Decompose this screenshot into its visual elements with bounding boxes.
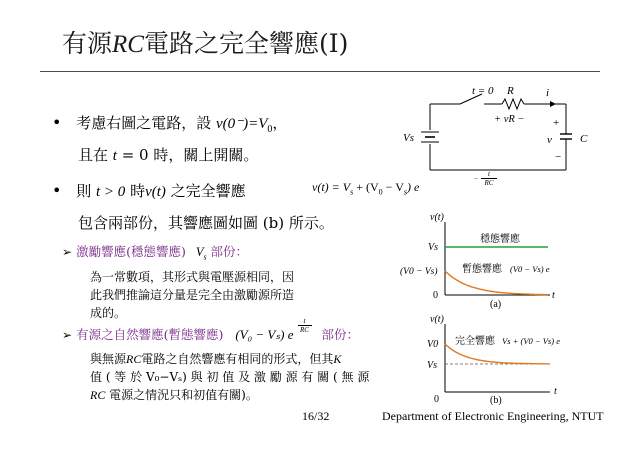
slide-title (62, 24, 348, 60)
title-rule (40, 71, 600, 72)
rc-circuit-diagram (400, 82, 600, 177)
sub-2-l1-b: 電路之自然響應有相同的形式，但其 (141, 352, 334, 366)
sub-2-body-line-3 (90, 386, 410, 404)
graph-b-vs-tick: Vs (427, 360, 437, 371)
cap-minus: − (555, 151, 562, 163)
graph-b-xlabel: t (554, 386, 557, 397)
graph-a-vs-tick: Vs (428, 242, 438, 253)
bullet-1-text-b: ， (272, 114, 288, 132)
sub-1-heading: 激勵響應(穩態響應) (76, 244, 186, 259)
sub-2-exp-denominator: RC (298, 325, 312, 334)
sub-2-body (90, 350, 410, 404)
sub-2-l1-rc: RC (126, 352, 142, 366)
sub-1-body-line: 成的。 (90, 306, 127, 320)
bullet-2-text-a: 則 (76, 182, 96, 200)
sub-1-symbol-sub: s (203, 252, 207, 262)
graph-a-transient-label: 暫態響應 (462, 264, 502, 275)
exp-sign: − (474, 175, 478, 183)
bullet-2-text-b: 時 (125, 182, 146, 200)
sub-2-l1-a: 與無源 (90, 352, 127, 366)
sub-2-l3-rc: RC (90, 388, 106, 402)
bullet-2-vt: v(t) (145, 184, 166, 200)
sub-2-tail: 部份： (321, 327, 359, 342)
bullet-1-line2-b: = 0 時，關上開關。 (116, 146, 259, 164)
bullet-1-condition-sub: 0 (267, 124, 273, 135)
graph-a-xlabel: t (552, 290, 555, 301)
title-suffix: 電路之完全響應(I) (143, 29, 349, 58)
graph-b-ylabel: v(t) (430, 314, 444, 325)
graph-b-v0-tick: V0 (427, 339, 439, 350)
title-rc: RC (112, 31, 144, 58)
sub-1-tail: 部份： (206, 244, 249, 259)
bullet-1 (52, 112, 287, 135)
graph-a-caption: (a) (490, 299, 502, 310)
department-footer: Department of Electronic Engineering, NTUT (382, 409, 604, 423)
sub-bullet-1 (62, 242, 248, 262)
cap-plus: + (553, 117, 560, 129)
cap-voltage-label: v (547, 134, 552, 146)
graph-a-origin: 0 (433, 290, 438, 301)
capacitor-label: C (580, 133, 588, 145)
graph-a-steady-label: 穩態響應 (480, 234, 520, 245)
sub-2-heading: 有源之自然響應(暫態響應) (76, 327, 224, 342)
bullet-2 (52, 180, 246, 201)
exp-numerator: t (488, 170, 490, 178)
graph-b-complete-label: 完全響應 (455, 336, 495, 347)
bullet-2-t-condition: t > 0 (96, 184, 126, 200)
bullet-1-line-2 (78, 144, 258, 165)
graph-b-complete-formula: Vs + (V0 − Vs) e (502, 336, 560, 346)
graph-a-v0vs-tick: (V0 − Vs) (400, 267, 438, 277)
current-arrow-icon (550, 101, 556, 107)
sub-1-body-line: 為一常數項，其形式與電壓源相同，因 (90, 270, 295, 284)
switch-label: t = 0 (472, 85, 494, 97)
sub-2-l1-k: K (333, 352, 342, 366)
bullet-2-text-c: 之完全響應 (165, 182, 246, 200)
current-label: i (546, 87, 550, 99)
arrow-bullet-icon: ➢ (62, 245, 73, 259)
resistor-icon (502, 99, 524, 109)
graph-a (390, 210, 590, 310)
formula-minus: − V (382, 180, 404, 194)
title-prefix: 有源 (62, 29, 113, 58)
graph-a-ylabel: v(t) (430, 212, 444, 223)
exp-denominator: RC (481, 178, 497, 187)
source-label: Vs (403, 132, 414, 144)
sub-2-body-line-2: 值 ( 等 於 V₀−Vₛ) 與 初 值 及 激 勵 源 有 關 ( 無 源 (90, 370, 370, 384)
bullet-1-line2-a: 且在 (78, 146, 113, 164)
sub-1-body-line: 此我們推論這分量是完全由激勵源所造 (90, 288, 295, 302)
formula-mid: + (V (353, 180, 379, 194)
resistor-label: R (507, 85, 514, 97)
sub-1-symbol: V (195, 245, 204, 259)
formula-close: ) e (407, 180, 420, 194)
sub-2-l3: 電源之情況只和初值有關)。 (105, 388, 258, 402)
sub-2-formula: (V₀ − Vₛ) e (235, 327, 294, 342)
sub-2-body-line-1 (90, 350, 410, 368)
formula-mid-sub: 0 (378, 187, 383, 197)
graph-b-origin: 0 (434, 394, 439, 405)
bullet-2-line-2: 包含兩部份，其響應圖如圖 (b) 所示。 (78, 214, 334, 232)
formula-lhs: v(t) = V (312, 180, 351, 194)
bullet-dot-icon: • (52, 181, 62, 200)
main-formula (312, 180, 419, 196)
sub-2-exponent (298, 317, 312, 334)
arrow-bullet-icon: ➢ (62, 328, 73, 342)
bullet-1-line2-t: t (112, 148, 117, 164)
graph-b (410, 312, 600, 407)
formula-minus-sub: s (403, 187, 407, 197)
bullet-1-text-a: 考慮右圖之電路，設 (76, 114, 216, 132)
graph-b-caption: (b) (490, 395, 502, 406)
sub-bullet-2 (62, 317, 359, 343)
sub-1-body (90, 268, 380, 322)
page-number: 16/32 (302, 409, 330, 423)
bullet-1-condition: v(0⁻)=V (216, 116, 268, 132)
vr-label: + vR − (494, 114, 525, 125)
bullet-dot-icon: • (52, 113, 62, 132)
formula-lhs-sub: s (350, 187, 354, 197)
sub-2-exp-numerator: t (303, 317, 306, 325)
graph-a-transient-formula: (V0 − Vs) e (510, 264, 550, 274)
